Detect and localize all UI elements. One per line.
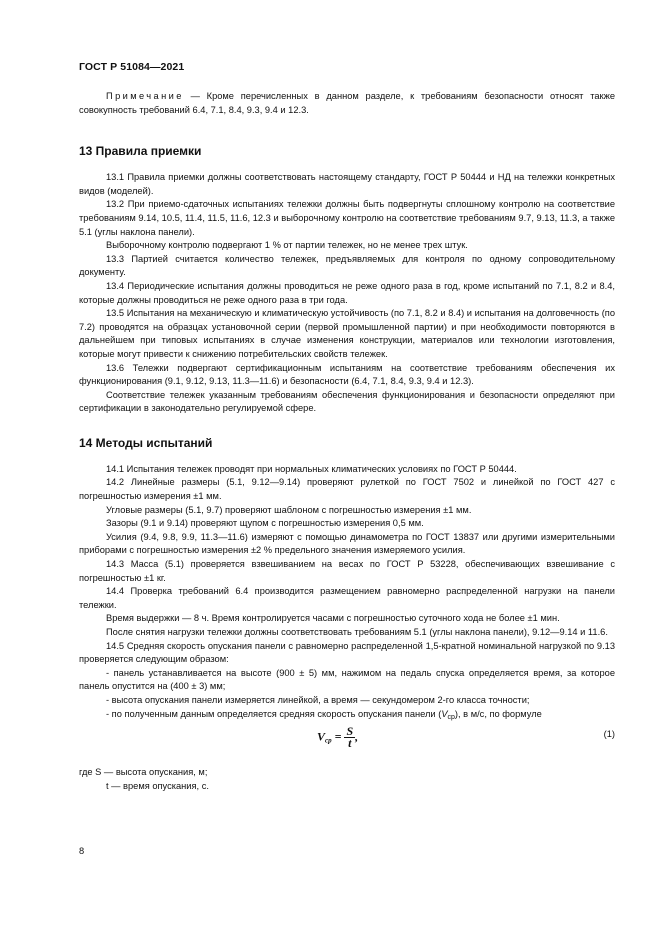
- paragraph: 14.5 Средняя скорость опускания панели с равномерно распределенной 1,5-кратной номинальной нагрузкой по 9.13 проверяется следующим образом:: [79, 640, 615, 665]
- page-content: [79, 90, 615, 793]
- paragraph: 14.1 Испытания тележек проводят при нормальных климатических условиях по ГОСТ Р 50444.: [106, 463, 517, 474]
- paragraph: Угловые размеры (5.1, 9.7) проверяют шаблоном с погрешностью измерения ±1 мм.: [106, 504, 472, 515]
- note: [79, 90, 615, 117]
- formula-lhs-subscript: ср: [325, 736, 332, 745]
- formula-numerator: S: [346, 724, 354, 739]
- paragraph: 13.5 Испытания на механическую и климатическую устойчивость (по 7.1, 8.2 и 8.4) и испытания на долговечность (по 7.2) проводятся на образцах установочной серии (первой промышленной партии) и при необходимости повторяются в дальнейшем при типовых испытаниях в случае изменения конструкции, материалов или технологии изготовления, которые могут привести к снижению потребительских свойств тележек.: [79, 308, 615, 359]
- paragraph: Выборочному контролю подвергают 1 % от партии тележек, но не менее трех штук.: [106, 240, 468, 251]
- paragraph: - панель устанавливается на высоте (900 ± 5) мм, нажимом на педаль спуска определяется время, за которое панель опустится на (400 ± 3) мм;: [79, 667, 615, 692]
- paragraph: 14.4 Проверка требований 6.4 производится размещением равномерно распределенной нагрузки на панели тележки.: [79, 586, 615, 610]
- section-13-heading: 13 Правила приемки: [79, 144, 202, 159]
- formula-fraction: [344, 726, 355, 749]
- paragraph: [79, 708, 615, 725]
- legend-line: где S — высота опускания, м;: [79, 767, 208, 778]
- formula-legend: [79, 766, 615, 793]
- paragraph: 14.2 Линейные размеры (5.1, 9.12—9.14) проверяют рулеткой по ГОСТ 7502 и линейкой по ГОСТ 427 с погрешностью измерения ±1 мм.: [79, 477, 615, 502]
- formula-trail: ,: [355, 729, 359, 744]
- formula-equals: =: [334, 729, 342, 744]
- text: - по полученным данным определяется средняя скорость опускания панели (: [106, 708, 442, 719]
- formula-lhs: V: [317, 729, 326, 744]
- document-header: ГОСТ Р 51084—2021: [79, 61, 185, 73]
- legend-line: t — время опускания, с.: [106, 780, 209, 791]
- formula-number: (1): [603, 729, 615, 740]
- paragraph: 13.2 При приемо-сдаточных испытаниях тележки должны быть подвергнуты сплошному контролю на соответствие требованиям 9.14, 10.5, 11.4, 11.5, 11.6, 12.3 и выборочному контролю на соответствие требованиям 9.7, 9.13, 11.3, а также 5.1 (углы наклона панели).: [79, 199, 615, 237]
- paragraph: 13.3 Партией считается количество тележек, предъявляемых для контроля по одному сопроводительному документу.: [79, 253, 615, 278]
- text: ), в м/с, по формуле: [454, 708, 542, 719]
- paragraph: 14.3 Масса (5.1) проверяется взвешиванием на весах по ГОСТ Р 53228, обеспечивающих взвешивание с погрешностью ±1 кг.: [79, 559, 615, 583]
- paragraph: - высота опускания панели измеряется линейкой, а время — секундомером 2-го класса точности;: [106, 694, 530, 705]
- paragraph: Время выдержки — 8 ч. Время контролируется часами с погрешностью суточного хода не более ±1 мин.: [106, 613, 560, 624]
- section-14-heading: 14 Методы испытаний: [79, 435, 213, 450]
- formula-denominator: t: [348, 736, 352, 751]
- variable-v: V: [441, 708, 448, 719]
- section-14-body: [79, 463, 615, 724]
- paragraph: Соответствие тележек указанным требованиям обеспечения функционирования и безопасности определяют при сертификации в законодательно регулируемой сфере.: [79, 389, 615, 414]
- subscript: ср: [447, 713, 455, 721]
- formula-expression: [317, 726, 358, 749]
- paragraph: 13.6 Тележки подвергают сертификационным испытаниям на соответствие требованиям обеспечения их функционирования (9.1, 9.12, 9.13, 11.3—11.6) и безопасности (6.4, 7.1, 8.4, 9.3, 9.4 и 12.3).: [79, 362, 615, 387]
- paragraph: 13.4 Периодические испытания должны проводиться не реже одного раза в год, кроме испытаний по 7.1, 8.2 и 8.4, которые должны проводиться не реже одного раза в три года.: [79, 280, 615, 305]
- paragraph: Зазоры (9.1 и 9.14) проверяют щупом с погрешностью измерения 0,5 мм.: [106, 518, 424, 529]
- page-number: 8: [79, 846, 85, 856]
- section-13-body: [79, 171, 615, 416]
- formula-1: [79, 726, 615, 766]
- paragraph: 13.1 Правила приемки должны соответствовать настоящему стандарту, ГОСТ Р 50444 и НД на тележки конкретных видов (моделей).: [79, 172, 615, 196]
- note-text: — Кроме перечисленных в данном разделе, к требованиям безопасности относят также совокупность требований 6.4, 7.1, 8.4, 9.3, 9.4 и 12.3.: [79, 91, 615, 115]
- paragraph: Усилия (9.4, 9.8, 9.9, 11.3—11.6) измеряют с помощью динамометра по ГОСТ 13837 или другими измерительными приборами с погрешностью измерения ±2 % предельного значения измеряемого усилия.: [79, 531, 615, 556]
- paragraph: После снятия нагрузки тележки должны соответствовать требованиям 5.1 (углы наклона панели), 9.12—9.14 и 11.6.: [106, 627, 608, 637]
- note-label: Примечание: [106, 91, 184, 101]
